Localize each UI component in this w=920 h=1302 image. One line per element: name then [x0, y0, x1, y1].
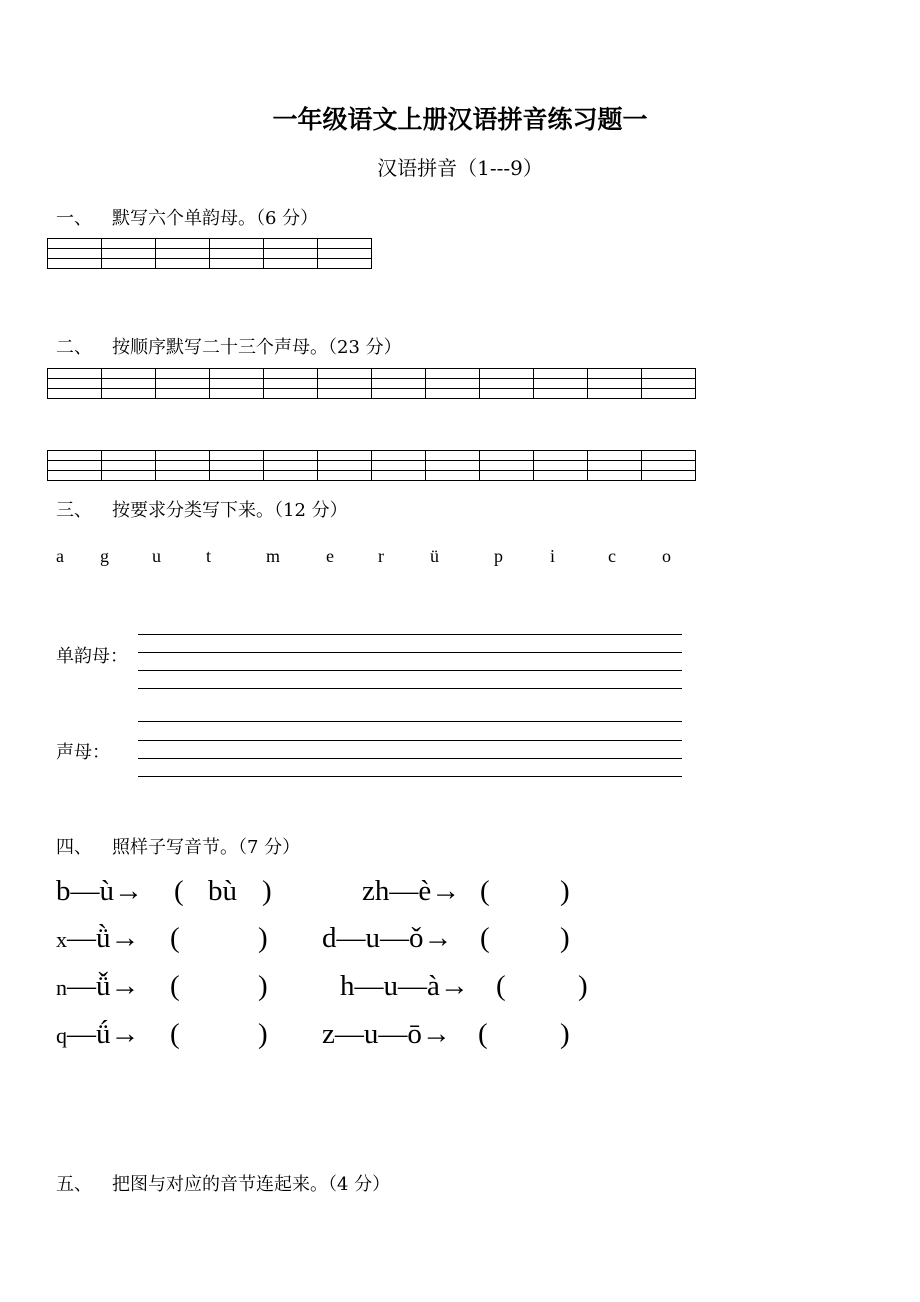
syllable-prompt: [56, 970, 140, 1003]
initial-letter: x: [56, 927, 67, 952]
close-paren: ): [262, 875, 272, 907]
letter-item: p: [494, 546, 503, 566]
close-paren: ): [560, 1018, 570, 1050]
section-3-number: 三、: [56, 500, 92, 521]
section-5-text: 把图与对应的音节连起来。（4 分）: [112, 1174, 391, 1195]
answer-line[interactable]: [138, 634, 682, 635]
initials-label: 声母：: [56, 742, 110, 763]
syllable-parts: —ǚ→: [67, 970, 140, 1002]
close-paren: ): [578, 970, 588, 1002]
section-4-text: 照样子写音节。（7 分）: [112, 837, 301, 858]
answer-line[interactable]: [138, 721, 682, 722]
open-paren: (: [174, 875, 184, 907]
letter-item: t: [206, 546, 212, 566]
example-answer: bù: [208, 875, 237, 907]
page-title: 一年级语文上册汉语拼音练习题一: [272, 105, 648, 134]
open-paren: (: [478, 1018, 488, 1050]
section-5-heading: [56, 1170, 390, 1196]
answer-line[interactable]: [138, 670, 682, 671]
section-1-heading: [56, 204, 318, 230]
open-paren: (: [496, 970, 506, 1002]
open-paren: (: [170, 970, 180, 1002]
syllable-prompt: [56, 1018, 140, 1051]
letter-item: a: [56, 546, 64, 566]
section-5-number: 五、: [56, 1174, 92, 1195]
page-subtitle: 汉语拼音（1---9）: [377, 156, 543, 180]
syllable-prompt: z—u—ō→: [322, 1018, 451, 1050]
section-2-text: 按顺序默写二十三个声母。（23 分）: [112, 337, 402, 358]
answer-line[interactable]: [138, 758, 682, 759]
close-paren: ): [258, 922, 268, 954]
initial-letter: q: [56, 1023, 67, 1048]
answer-line[interactable]: [138, 776, 682, 777]
letter-item: r: [378, 546, 384, 566]
syllable-parts: —ǘ→: [67, 1018, 140, 1050]
answer-line[interactable]: [138, 740, 682, 741]
section-2-heading: [56, 333, 402, 359]
initials-writing-grid-1[interactable]: [47, 368, 696, 399]
answer-line[interactable]: [138, 688, 682, 689]
letter-item: ü: [430, 546, 439, 566]
section-3-heading: [56, 496, 348, 522]
section-4-heading: [56, 833, 300, 859]
letter-item: u: [152, 546, 161, 566]
vowels-label: 单韵母：: [56, 646, 128, 667]
letter-item: g: [100, 546, 109, 566]
syllable-prompt: d—u—ǒ→: [322, 922, 453, 954]
section-4-number: 四、: [56, 837, 92, 858]
syllable-prompt: zh—è→: [362, 875, 461, 907]
syllable-prompt: [56, 922, 140, 955]
syllable-parts: —ù→: [70, 875, 143, 907]
initial-letter: b: [56, 875, 71, 907]
letter-item: m: [266, 546, 281, 566]
answer-line[interactable]: [138, 652, 682, 653]
initial-letter: n: [56, 975, 67, 1000]
initials-writing-grid-2[interactable]: [47, 450, 696, 481]
close-paren: ): [258, 1018, 268, 1050]
letter-item: o: [662, 546, 671, 566]
letter-item: c: [608, 546, 616, 566]
letter-item: i: [550, 546, 556, 566]
open-paren: (: [480, 922, 490, 954]
section-2-number: 二、: [56, 337, 92, 358]
open-paren: (: [170, 922, 180, 954]
section-3-text: 按要求分类写下来。（12 分）: [112, 500, 348, 521]
close-paren: ): [560, 875, 570, 907]
vowel-writing-grid[interactable]: [47, 238, 372, 269]
syllable-prompt: [56, 875, 143, 908]
open-paren: (: [170, 1018, 180, 1050]
open-paren: (: [480, 875, 490, 907]
syllable-prompt: h—u—à→: [340, 970, 469, 1002]
letter-item: e: [326, 546, 334, 566]
close-paren: ): [258, 970, 268, 1002]
section-1-number: 一、: [56, 208, 92, 229]
syllable-parts: —ǜ→: [67, 922, 140, 954]
section-1-text: 默写六个单韵母。（6 分）: [112, 208, 319, 229]
close-paren: ): [560, 922, 570, 954]
